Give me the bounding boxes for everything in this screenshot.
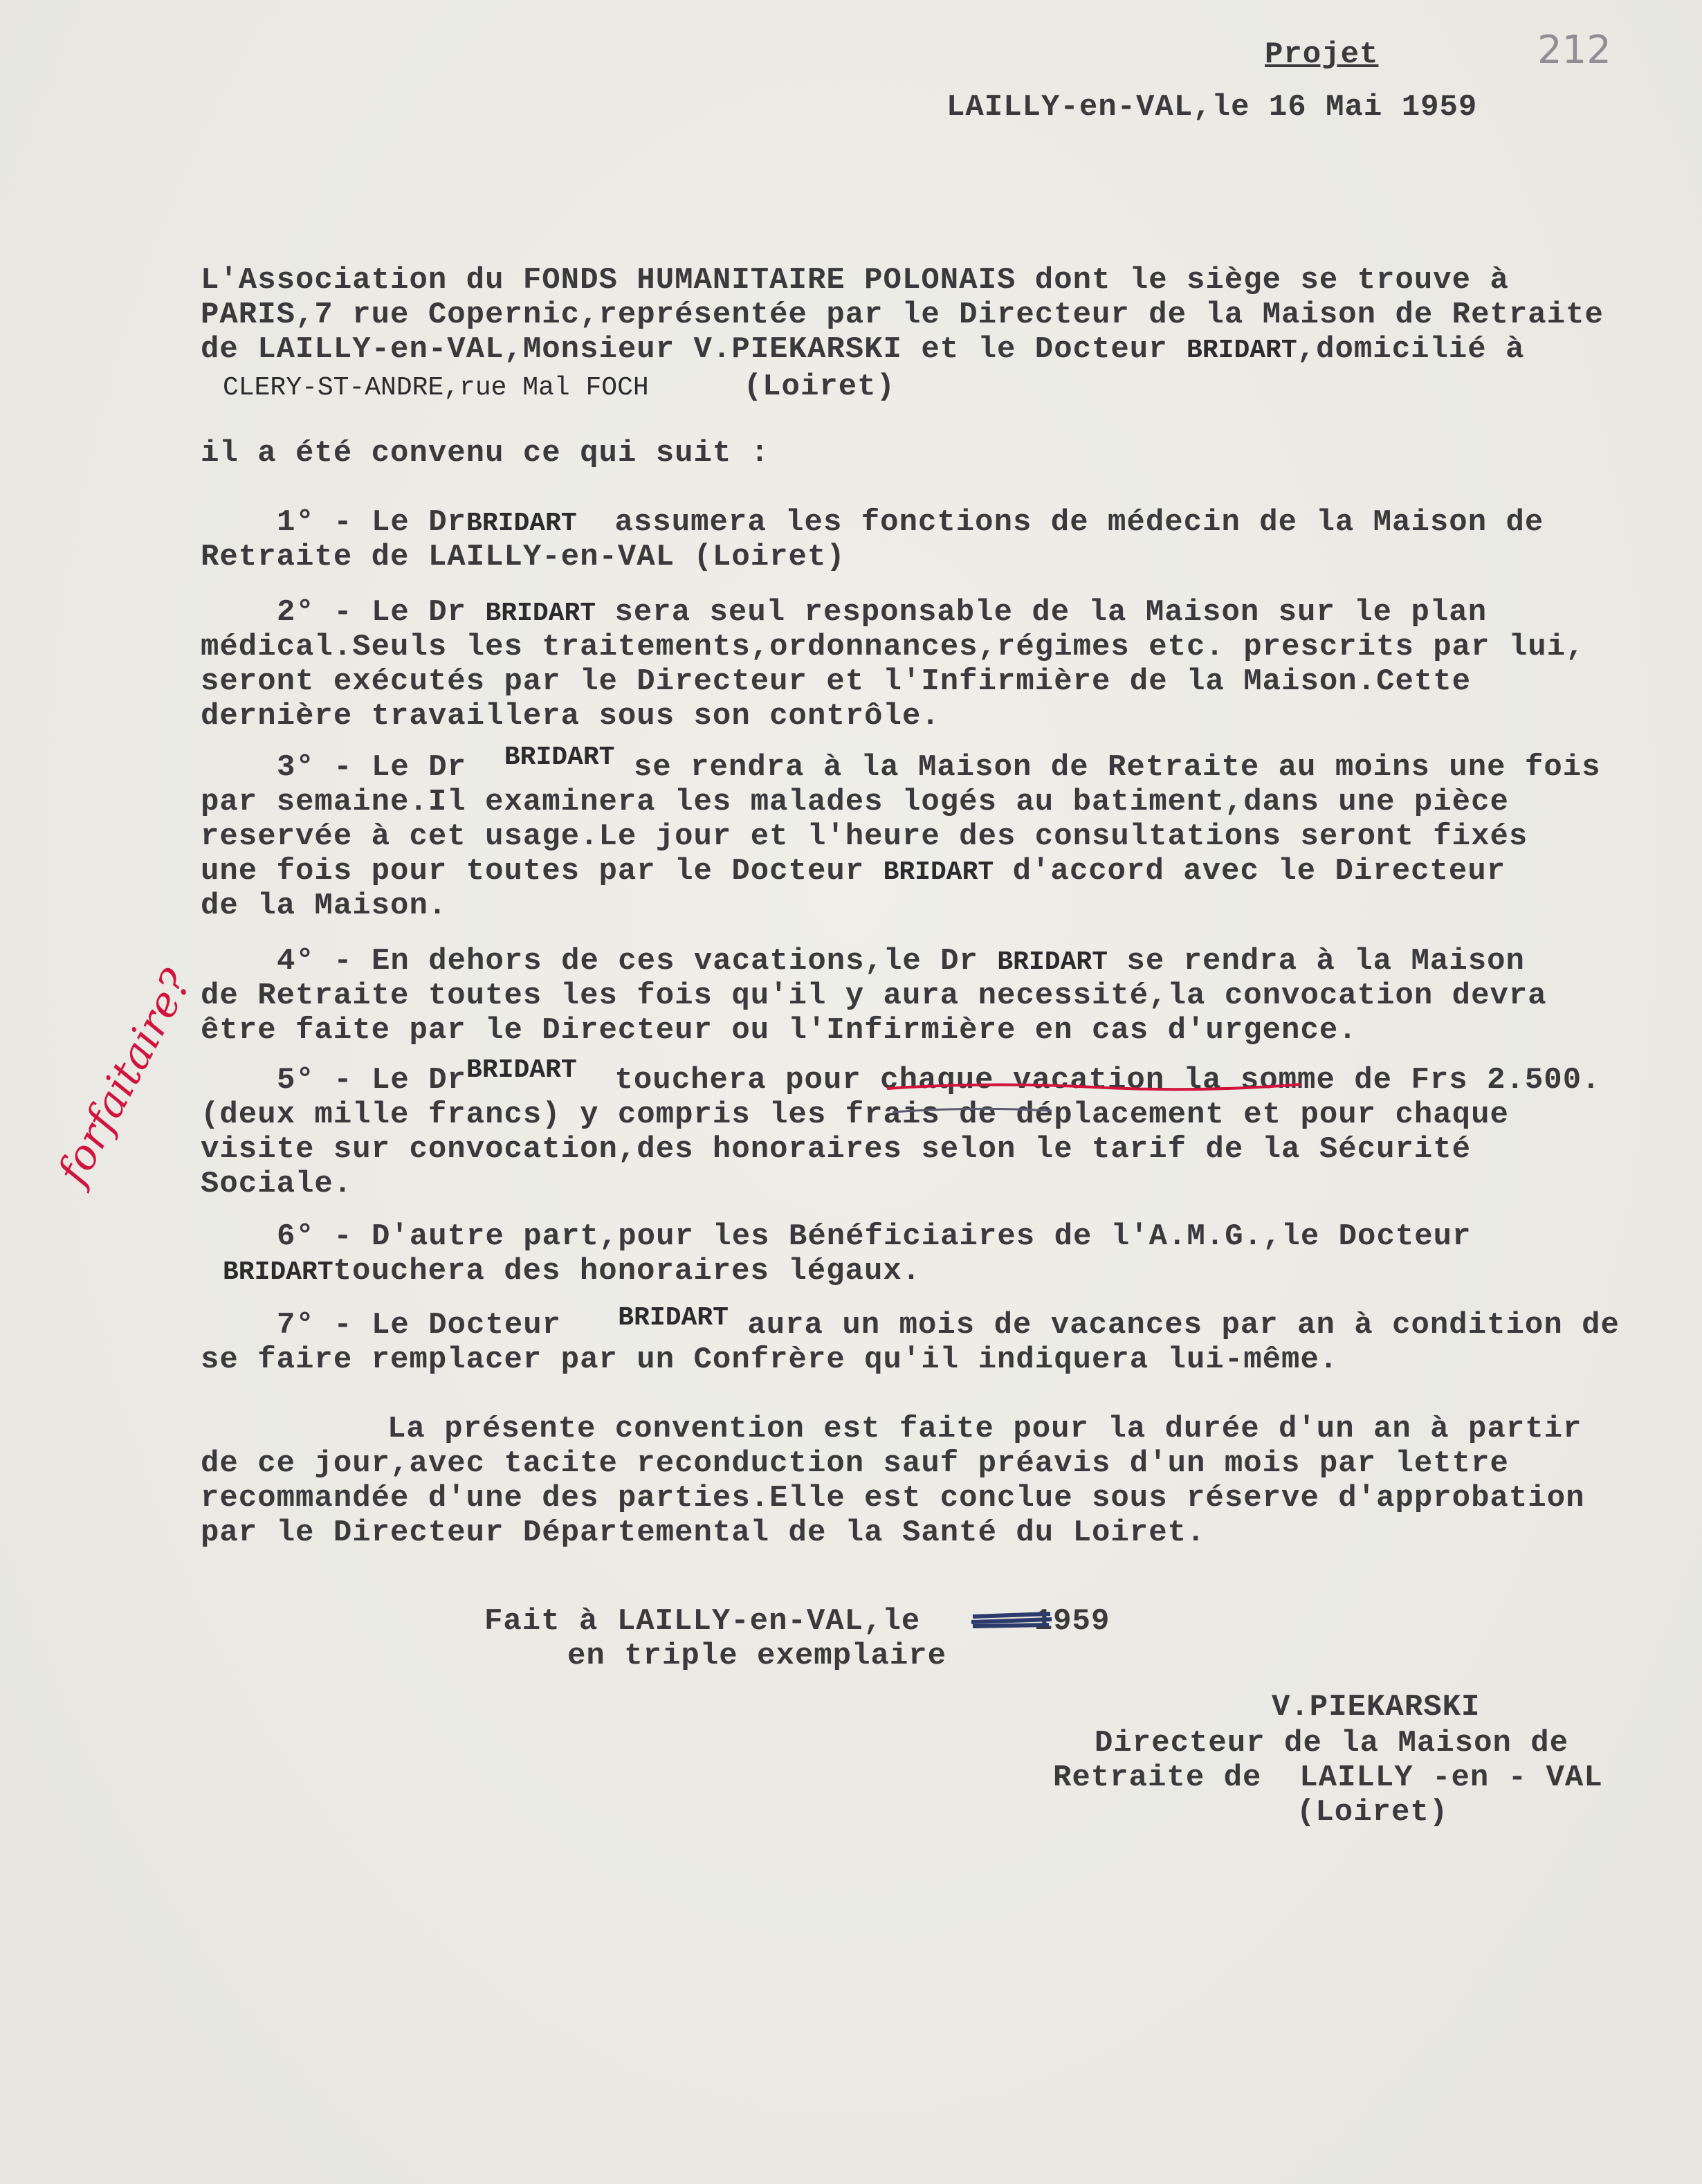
closing-line-3: recommandée d'une des parties.Elle est conclue sous réserve d'approbation (201, 1481, 1585, 1516)
clause-3-line-2: par semaine.Il examinera les malades logés au batiment,dans une pièce (201, 785, 1509, 819)
doctor-name: BRIDART (223, 1257, 333, 1287)
draft-label: Projet (1265, 37, 1379, 72)
clause-5-line-3: visite sur convocation,des honoraires selon le tarif de la Sécurité (201, 1132, 1472, 1167)
done-line-1: Fait à LAILLY-en-VAL,le 1959 (484, 1604, 1110, 1639)
signature-title-2: Retraite de LAILLY -en - VAL (1053, 1760, 1603, 1795)
clause-2-line-3: seront exécutés par le Directeur et l'Infirmière de la Maison.Cette (201, 664, 1472, 699)
place-date: LAILLY-en-VAL,le 16 Mai 1959 (946, 90, 1478, 125)
margin-note: forfaitaire? (48, 962, 202, 1192)
clause-5-number: 5° - Le Dr (277, 1063, 467, 1098)
clause-3-text-a: une fois pour toutes par le Docteur (201, 854, 865, 889)
scribble-mark (969, 1607, 1059, 1635)
clause-4-text-a: 4° - En dehors de ces vacations,le Dr (277, 944, 978, 979)
intro-line-3 (201, 332, 1525, 368)
doctor-name: BRIDART (466, 1055, 577, 1085)
clause-3-text-b: d'accord avec le Directeur (1012, 854, 1506, 889)
clause-1-number: 1° - Le Dr (277, 505, 467, 540)
clause-2-line-1 (277, 595, 1487, 631)
clause-2-text: sera seul responsable de la Maison sur le plan (614, 595, 1488, 630)
intro-line-3-end: ,domicilié à (1297, 332, 1525, 367)
clause-2-line-4: dernière travaillera sous son contrôle. (201, 699, 940, 734)
signature-title-1: Directeur de la Maison de (1095, 1726, 1569, 1760)
clause-4-line-3: être faite par le Directeur ou l'Infirmière en cas d'urgence. (201, 1013, 1357, 1048)
signature-title-3: (Loiret) (1297, 1795, 1449, 1830)
clause-4-line-1 (277, 944, 1525, 980)
doctor-name: BRIDART (883, 857, 994, 887)
clause-3-line-3: reservée à cet usage.Le jour et l'heure des consultations seront fixés (201, 819, 1528, 854)
doctor-name: BRIDART (1187, 336, 1297, 365)
clause-1-text: assumera les fonctions de médecin de la Maison de (614, 505, 1544, 540)
doctor-name: BRIDART (997, 947, 1108, 977)
clause-6-text: touchera des honoraires légaux. (333, 1254, 922, 1289)
clause-3-text: se rendra à la Maison de Retraite au moins une fois (633, 750, 1601, 785)
doctor-name: BRIDART (485, 599, 596, 628)
intro-line-3-start: de LAILLY-en-VAL,Monsieur V.PIEKARSKI et le Docteur (201, 332, 1168, 367)
clause-3-line-4 (201, 854, 1506, 890)
clause-6-line-2 (223, 1254, 921, 1290)
clause-3-line-5: de la Maison. (201, 889, 448, 923)
clause-3-line-1 (277, 743, 1601, 786)
intro-line-4 (223, 370, 895, 406)
agreed-line: il a été convenu ce qui suit : (201, 436, 770, 471)
doctor-address: CLERY-ST-ANDRE,rue Mal FOCH (223, 373, 649, 403)
clause-1-line-1 (277, 505, 1544, 541)
clause-5-line-4: Sociale. (201, 1167, 353, 1201)
clause-5-line-2: (deux mille francs) y compris les frais de déplacement et pour chaque (201, 1098, 1509, 1132)
clause-7-text: aura un mois de vacances par an à condition de (747, 1308, 1620, 1343)
doctor-name: BRIDART (618, 1303, 729, 1333)
closing-line-4: par le Directeur Départemental de la Santé du Loiret. (201, 1516, 1206, 1550)
red-underline (886, 1076, 1315, 1118)
clause-6-line-1: 6° - D'autre part,pour les Bénéficiaires de l'A.M.G.,le Docteur (277, 1219, 1472, 1254)
intro-line-1: L'Association du FONDS HUMANITAIRE POLONAIS dont le siège se trouve à (201, 263, 1509, 298)
signature-name: V.PIEKARSKI (1272, 1690, 1481, 1725)
clause-5-text: touchera pour chaque vacation la somme de Frs 2.500. (614, 1063, 1601, 1098)
clause-4-text-b: se rendra à la Maison (1126, 944, 1525, 979)
clause-7-number: 7° - Le Docteur (277, 1308, 562, 1343)
clause-1-line-2: Retraite de LAILLY-en-VAL (Loiret) (201, 540, 845, 574)
doctor-name: BRIDART (504, 743, 615, 772)
intro-line-2: PARIS,7 rue Copernic,représentée par le Directeur de la Maison de Retraite (201, 298, 1604, 332)
done-line-2: en triple exemplaire (567, 1639, 947, 1673)
doctor-department: (Loiret) (743, 370, 895, 404)
doctor-name: BRIDART (466, 509, 577, 538)
clause-2-number: 2° - Le Dr (277, 595, 467, 630)
closing-line-2: de ce jour,avec tacite reconduction sauf préavis d'un mois par lettre (201, 1446, 1509, 1481)
pencil-page-number: 212 (1537, 28, 1611, 73)
clause-2-line-2: médical.Seuls les traitements,ordonnances,régimes etc. prescrits par lui, (201, 630, 1585, 664)
clause-4-line-2: de Retraite toutes les fois qu'il y aura necessité,la convocation devra (201, 979, 1547, 1013)
closing-line-1: La présente convention est faite pour la durée d'un an à partir (387, 1412, 1582, 1446)
clause-7-line-2: se faire remplacer par un Confrère qu'il indiquera lui-même. (201, 1343, 1339, 1377)
clause-7-line-1 (277, 1303, 1620, 1344)
clause-3-number: 3° - Le Dr (277, 750, 467, 785)
